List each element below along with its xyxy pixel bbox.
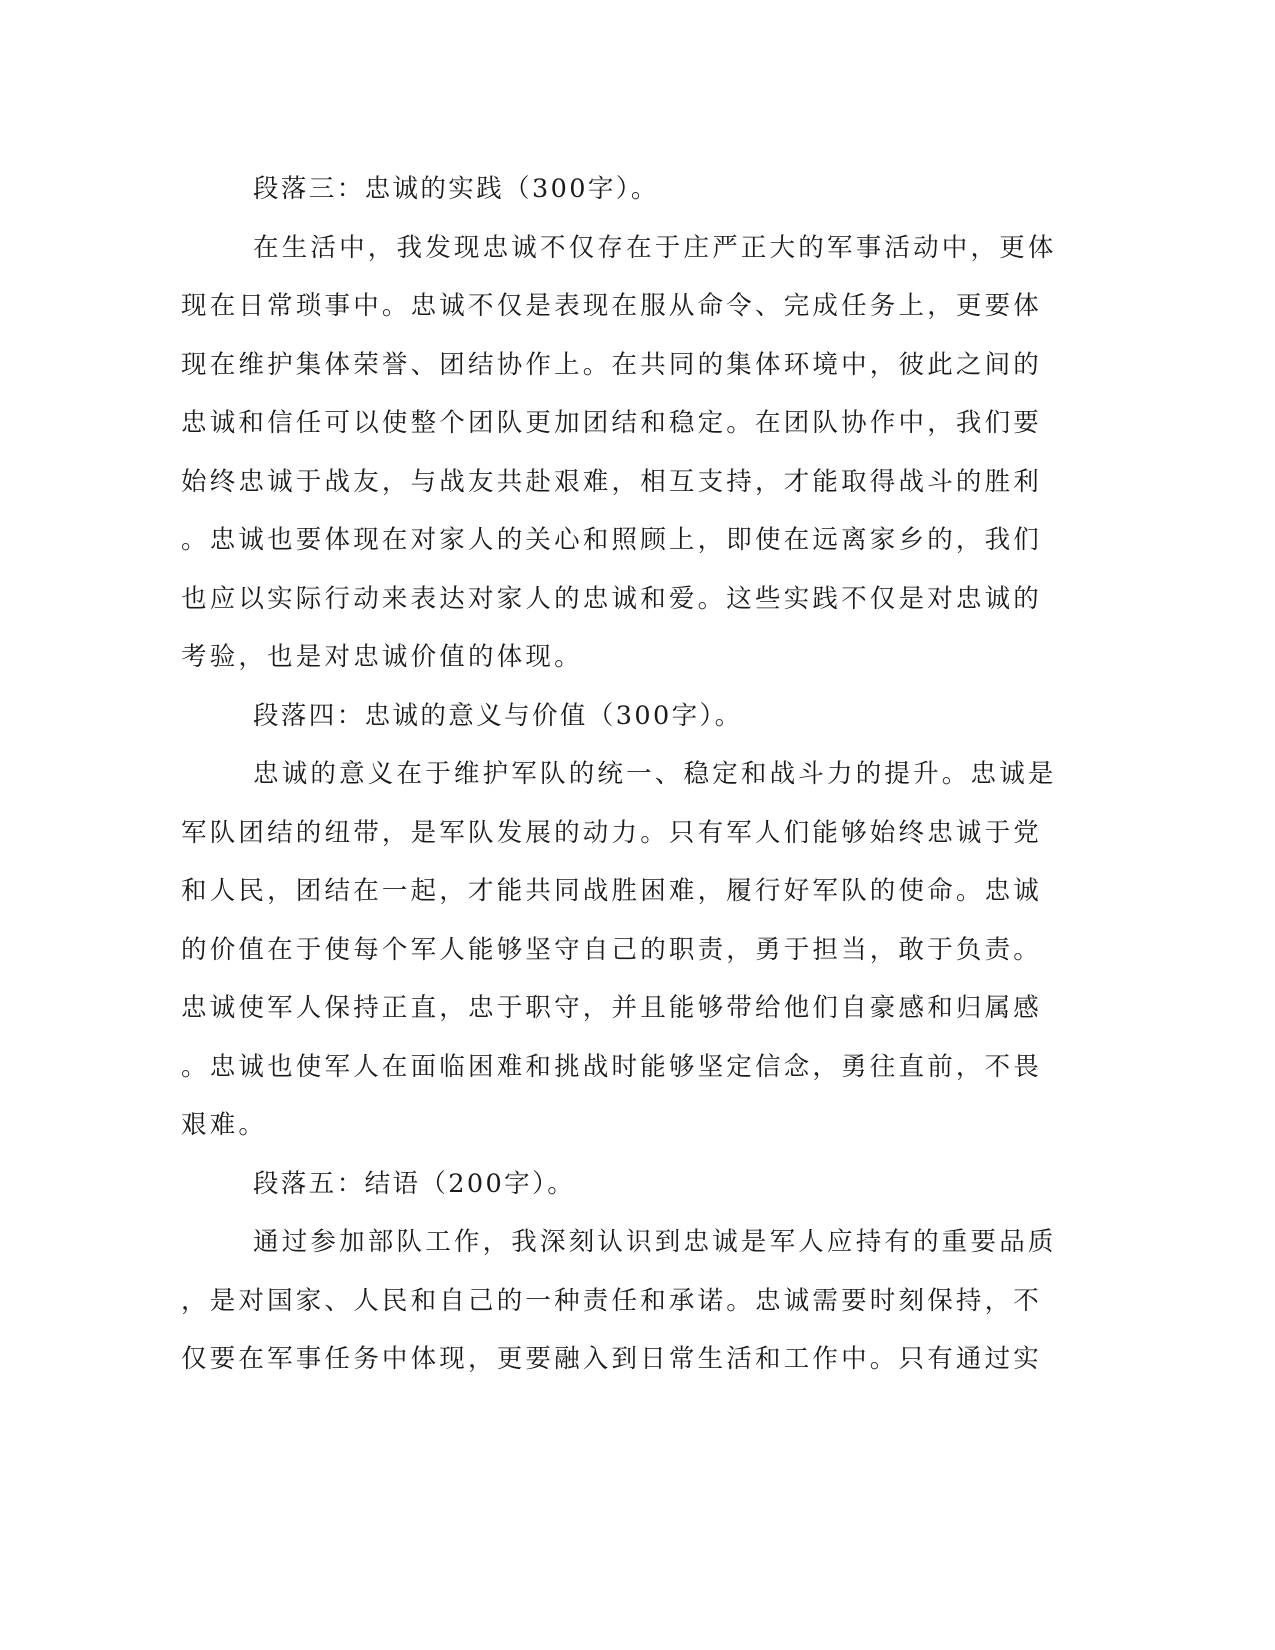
paragraph-line: 忠诚使军人保持正直，忠于职守，并且能够带给他们自豪感和归属感 xyxy=(181,993,1043,1023)
paragraph-line: 军队团结的纽带，是军队发展的动力。只有军人们能够始终忠诚于党 xyxy=(181,817,1043,848)
paragraph-line: 。忠诚也要体现在对家人的关心和照顾上，即使在远离家乡的，我们 xyxy=(181,525,1043,555)
section-heading: 段落五：结语（200字）。 xyxy=(253,1168,576,1199)
paragraph-line: 仅要在军事任务中体现，更要融入到日常生活和工作中。只有通过实 xyxy=(181,1344,1043,1374)
paragraph-line: 忠诚的意义在于维护军队的统一、稳定和战斗力的提升。忠诚是 xyxy=(253,759,1057,789)
paragraph-line: 。忠诚也使军人在面临困难和挑战时能够坚定信念，勇往直前，不畏 xyxy=(181,1051,1043,1082)
paragraph-line: 始终忠诚于战友，与战友共赴艰难，相互支持，才能取得战斗的胜利 xyxy=(181,466,1043,497)
paragraph-line: ，是对国家、人民和自己的一种责任和承诺。忠诚需要时刻保持，不 xyxy=(181,1285,1043,1316)
paragraph-line: 在生活中，我发现忠诚不仅存在于庄严正大的军事活动中，更体 xyxy=(253,232,1057,263)
paragraph-line: 现在日常琐事中。忠诚不仅是表现在服从命令、完成任务上，更要体 xyxy=(181,291,1043,321)
section-heading: 段落三：忠诚的实践（300字）。 xyxy=(253,174,659,204)
paragraph-line: 和人民，团结在一起，才能共同战胜困难，履行好军队的使命。忠诚 xyxy=(181,876,1043,906)
section-heading: 段落四：忠诚的意义与价值（300字）。 xyxy=(253,700,743,731)
paragraph-line: 艰难。 xyxy=(181,1110,268,1140)
paragraph-line: 通过参加部队工作，我深刻认识到忠诚是军人应持有的重要品质 xyxy=(253,1227,1057,1257)
paragraph-line: 现在维护集体荣誉、团结协作上。在共同的集体环境中，彼此之间的 xyxy=(181,349,1043,380)
paragraph-line: 的价值在于使每个军人能够坚守自己的职责，勇于担当，敢于负责。 xyxy=(181,934,1043,965)
paragraph-line: 考验，也是对忠诚价值的体现。 xyxy=(181,642,583,672)
document-body xyxy=(181,160,1057,1389)
paragraph-line: 也应以实际行动来表达对家人的忠诚和爱。这些实践不仅是对忠诚的 xyxy=(181,583,1043,614)
paragraph-line: 忠诚和信任可以使整个团队更加团结和稳定。在团队协作中，我们要 xyxy=(181,408,1043,438)
